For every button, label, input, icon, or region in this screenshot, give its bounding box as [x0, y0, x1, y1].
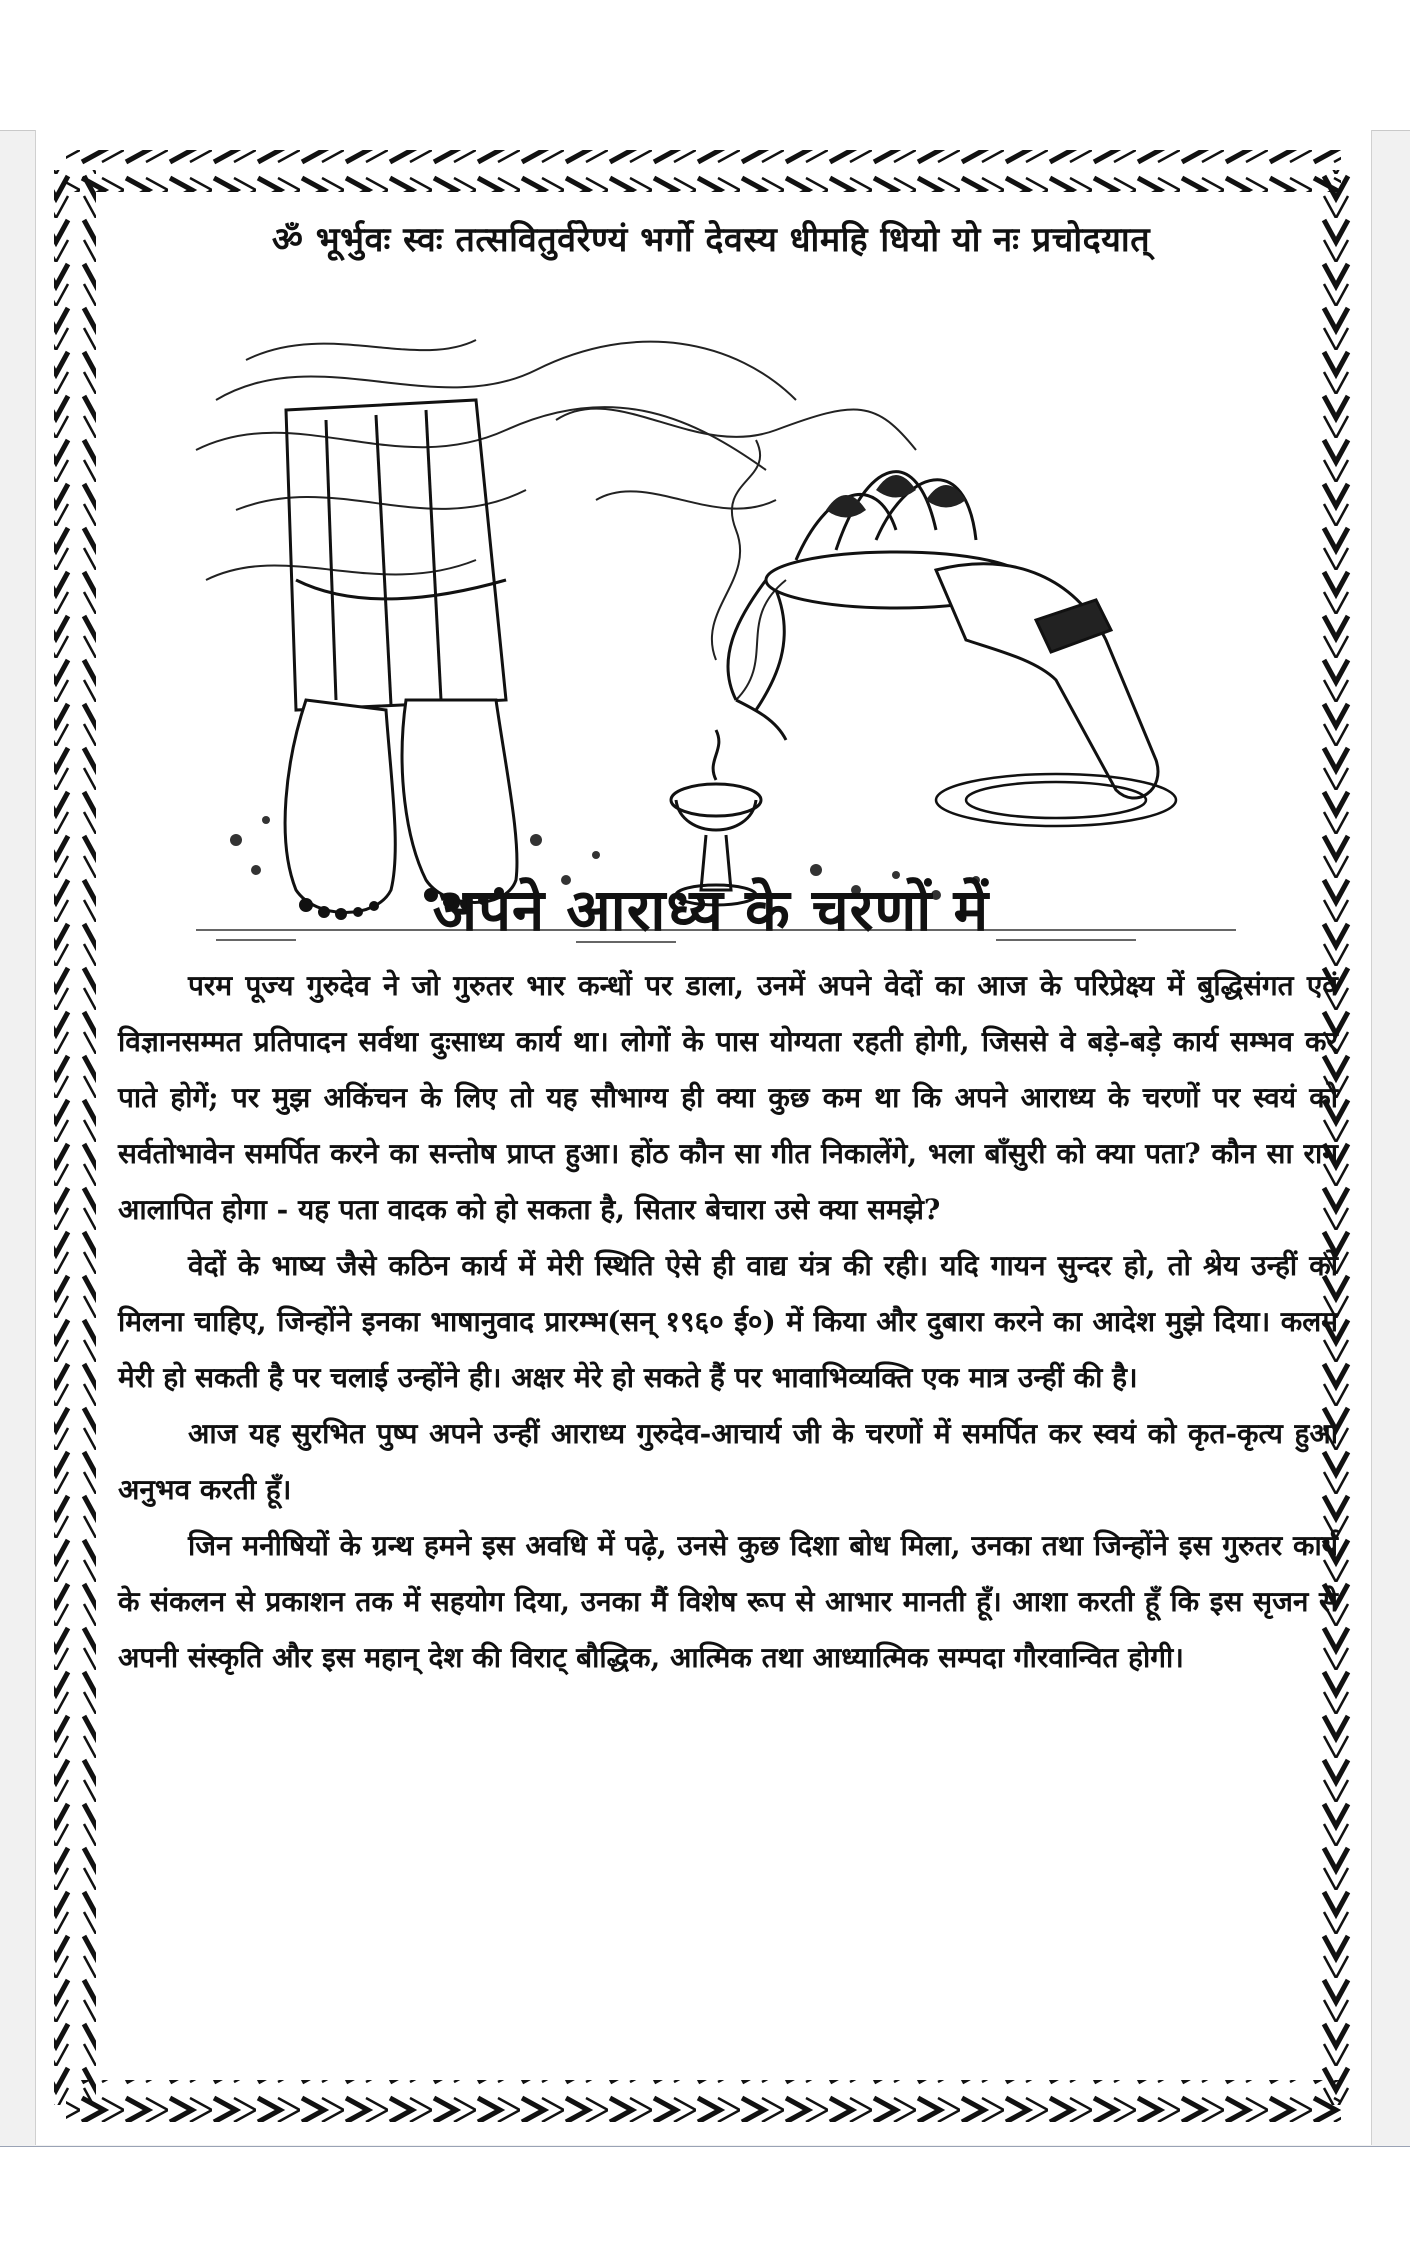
paragraph-1: परम पूज्य गुरुदेव ने जो गुरुतर भार कन्धों पर डाला, उनमें अपने वेदों का आज के परिप्रेक्ष्य में बुद्धिसंगत एवं विज्ञानसम्मत प्रतिपादन सर्वथा दुःसाध्य कार्य था। लोगों के पास योग्यता रहती होगी, जिससे वे बड़े-बड़े कार्य सम्भव कर पाते होगें; पर मुझ अकिंचन के लिए तो यह सौभाग्य ही क्या कुछ कम था कि अपने आराध्य के चरणों पर स्वयं को सर्वतोभावेन समर्पित करने का सन्तोष प्राप्त हुआ। होंठ कौन सा गीत निकालेंगे, भला बाँसुरी को क्या पता? कौन सा राग आलापित होगा - यह पता वादक को हो सकता है, सितार बेचारा उसे क्या समझे? — [118, 969, 1338, 1226]
paragraph-2: वेदों के भाष्य जैसे कठिन कार्य में मेरी स्थिति ऐसे ही वाद्य यंत्र की रही। यदि गायन सुन्दर हो, तो श्रेय उन्हीं को मिलना चाहिए, जिन्होंने इनका भाषानुवाद प्रारम्भ(सन् १९६० ई०) में किया और दुबारा करने का आदेश मुझे दिया। कलम मेरी हो सकती है पर चलाई उन्होंने ही। अक्षर मेरे हो सकते हैं पर भावाभिव्यक्ति एक मात्र उन्हीं की है। — [118, 1249, 1338, 1394]
paragraph-4: जिन मनीषियों के ग्रन्थ हमने इस अवधि में पढ़े, उनसे कुछ दिशा बोध मिला, उनका तथा जिन्होंने इस गुरुतर कार्य के संकलन से प्रकाशन तक में सहयोग दिया, उनका मैं विशेष रूप से आभार मानती हूँ। आशा करती हूँ कि इस सृजन से अपनी संस्कृति और इस महान् देश की विराट् बौद्धिक, आत्मिक तथा आध्यात्मिक सम्पदा गौरवान्वित होगी। — [118, 1529, 1338, 1674]
gayatri-mantra-heading: ॐ भूर्भुवः स्वः तत्सवितुर्वरेण्यं भर्गो देवस्य धीमहि धियो यो नः प्रचोदयात् — [271, 220, 1151, 260]
dedication-body — [118, 958, 1338, 1686]
page-title: अपने आराध्य के चरणों में — [432, 876, 990, 944]
scanned-page — [35, 130, 1372, 2145]
paragraph-3: आज यह सुरभित पुष्प अपने उन्हीं आराध्य गुरुदेव-आचार्य जी के चरणों में समर्पित कर स्वयं को कृत-कृत्य हुआ अनुभव करती हूँ। — [118, 1417, 1338, 1506]
guru-feet-offering-illustration-icon — [176, 280, 1256, 965]
